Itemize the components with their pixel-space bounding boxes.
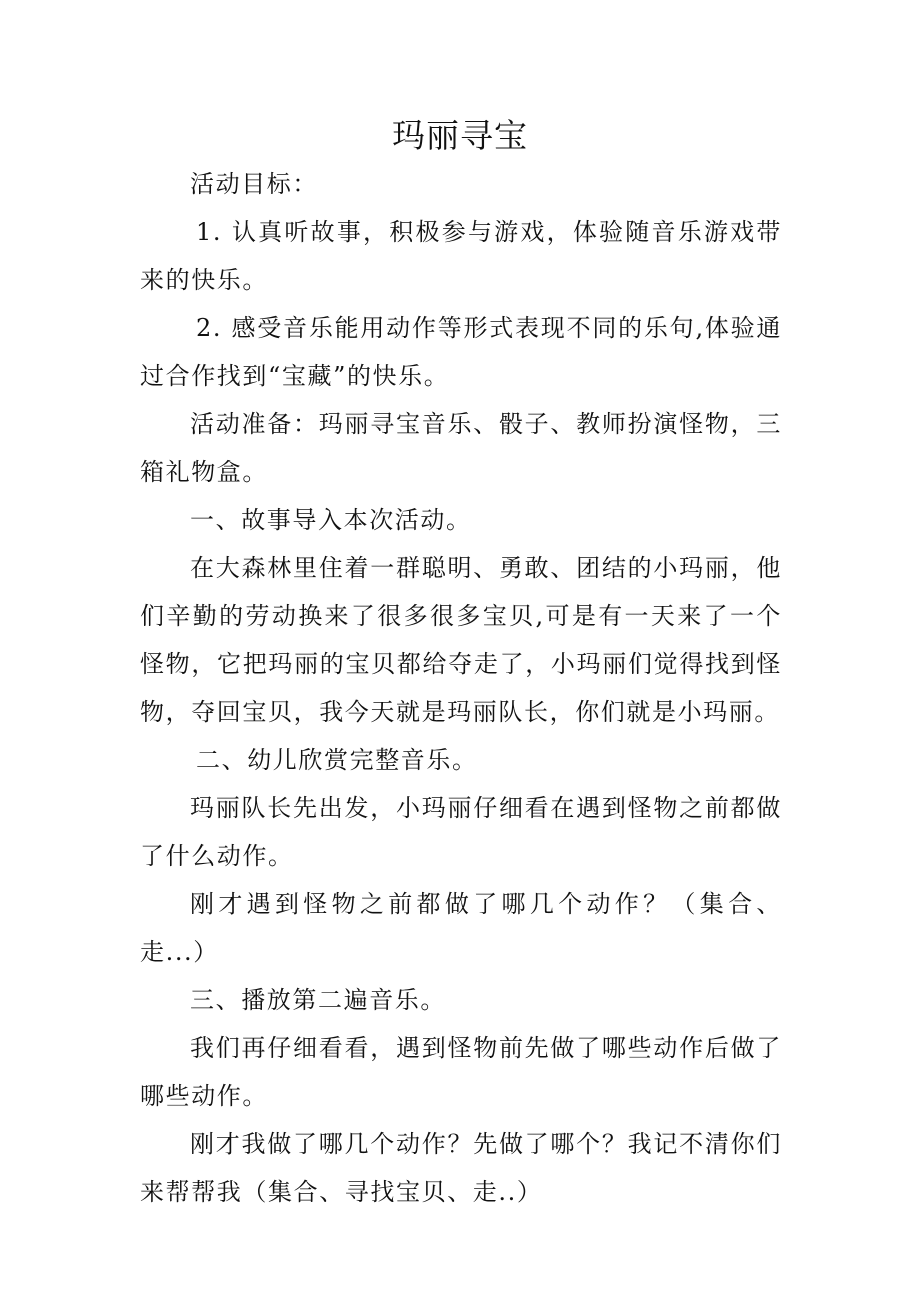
paragraph-leader-departs: 玛丽队长先出发，小玛丽仔细看在遇到怪物之前都做了什么动作。 [140,794,782,870]
paragraph-section-1-heading: 一、故事导入本次活动。 [190,506,472,534]
paragraph-question-1: 刚才遇到怪物之前都做了哪几个动作？（集合、走...） [140,890,782,966]
paragraph-section-2-heading: 二、幼儿欣赏完整音乐。 [196,746,478,774]
paragraph-goal-2: 2. 感受音乐能用动作等形式表现不同的乐句,体验通过合作找到“宝藏”的快乐。 [140,314,782,390]
paragraph-question-2: 刚才我做了哪几个动作？先做了哪个？我记不清你们来帮帮我（集合、寻找宝贝、走..） [140,1130,782,1206]
paragraph-section-3-heading: 三、播放第二遍音乐。 [190,986,446,1014]
paragraph-story: 在大森林里住着一群聪明、勇敢、团结的小玛丽，他们辛勤的劳动换来了很多很多宝贝,可是有一天来了一个怪物，它把玛丽的宝贝都给夺走了，小玛丽们觉得找到怪物，夺回宝贝，我今天就是玛丽队长，你们就是小玛丽。 [140,554,782,726]
paragraph-activity-goals-heading: 活动目标： [190,170,318,198]
document-body [140,160,782,1216]
document-title: 玛丽寻宝 [392,116,528,155]
paragraph-activity-preparation: 活动准备：玛丽寻宝音乐、骰子、教师扮演怪物，三箱礼物盒。 [140,410,782,486]
paragraph-look-again: 我们再仔细看看，遇到怪物前先做了哪些动作后做了哪些动作。 [140,1034,782,1110]
paragraph-goal-1: 1. 认真听故事，积极参与游戏，体验随音乐游戏带来的快乐。 [140,218,782,294]
